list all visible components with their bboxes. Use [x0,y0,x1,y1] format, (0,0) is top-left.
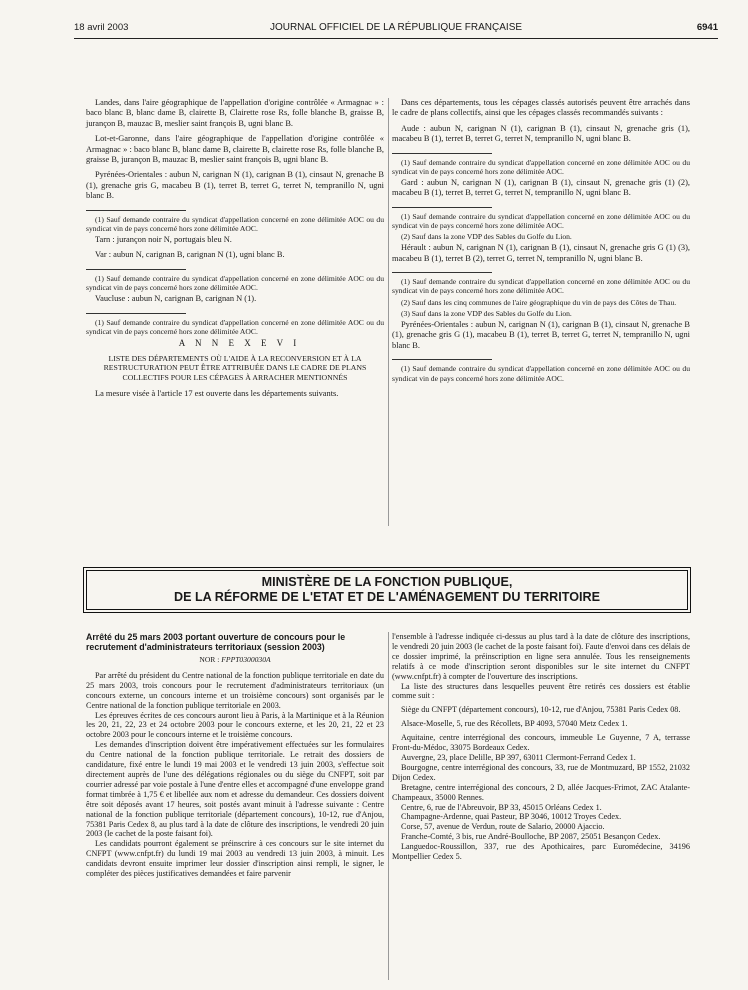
paragraph: Centre, 6, rue de l'Abreuvoir, BP 33, 45015 Orléans Cedex 1. [401,802,602,812]
footnote-rule [86,210,186,211]
footnote-rule [392,359,492,360]
paragraph: La liste des structures dans lesquelles peuvent être retirés ces dossiers est établie comme suit : [392,681,690,701]
paragraph: Bretagne, centre interrégional des concours, 2 D, allée Jacques-Frimot, ZAC Atalante-Champeaux, 35000 Rennes. [392,782,690,802]
paragraph: Franche-Comté, 3 bis, rue André-Boulloche, BP 2087, 25051 Besançon Cedex. [401,832,661,842]
paragraph: Aude : aubun N, carignan N (1), carignan B (1), cinsaut N, grenache gris (1), macabeu B (1), terret B, terret G, terret N, tempranillo N, ugni blanc B. [392,123,690,144]
ministry-line-2: DE LA RÉFORME DE L'ETAT ET DE L'AMÉNAGEMENT DU TERRITOIRE [173,590,600,604]
paragraph: Bourgogne, centre interrégional des concours, 33, rue de Montmuzard, BP 1552, 21032 Dijon Cedex. [392,762,690,782]
nor-reference [86,655,384,665]
footnote-rule [86,269,186,270]
paragraph: Champagne-Ardenne, quai Pasteur, BP 3046, 10012 Troyes Cedex. [401,812,622,822]
footnote-text: (2) Sauf dans la zone VDP des Sables du Golfe du Lion. [401,232,572,242]
annexe-title: LISTE DES DÉPARTEMENTS OÙ L'AIDE À LA RECONVERSION ET À LA RESTRUCTURATION PEUT ÊTRE ATTRIBUÉE DANS LE CADRE DE PLANS COLLECTIFS POUR LES CÉPAGES À ARRACHER MENTIONNÉS [103,353,367,382]
paragraph: Pyrénées-Orientales : aubun N, carignan N (1), carignan B (1), cinsaut N, grenache B (1), grenache gris G, macabeu B (1), terret B, terret G, terret N, tempranillo N, ugni blanc B. [86,170,384,201]
paragraph: Alsace-Moselle, 5, rue des Récollets, BP 4093, 57040 Metz Cedex 1. [401,719,628,729]
column-left-bottom [86,632,384,879]
column-divider-top [388,98,389,526]
paragraph: Pyrénées-Orientales : aubun N, carignan N (1), carignan B (1), cinsaut N, grenache B (1), grenache gris G (1), macabeu B (1), terret B, terret G, terret N, tempranillo N, ugni blanc B. [392,320,690,350]
paragraph: Var : aubun N, carignan B, carignan N (1), ugni blanc B. [95,250,285,260]
paragraph: Landes, dans l'aire géographique de l'appellation d'origine contrôlée « Armagnac » : baco blanc B, blanc dame B, clairette B, Clairette rose Rs, folle blanche B, graisse B, jurançon B, mauzac B, meslier saint françois B, ugni blanc B. [86,98,384,128]
arrete-title: Arrêté du 25 mars 2003 portant ouverture de concours pour le recrutement d'administrateurs territoriaux (session 2003) [86,632,346,652]
column-divider-bottom [388,632,389,980]
footnote-rule [392,153,492,154]
annexe-heading: A N N E X E V I [178,338,301,349]
paragraph: Languedoc-Roussillon, 337, rue des Apothicaires, parc Euromédecine, 34196 Montpellier Cedex 5. [392,842,690,862]
ministry-banner [86,570,688,610]
header-date: 18 avril 2003 [74,22,129,33]
paragraph: Aquitaine, centre interrégional des concours, immeuble Le Guyenne, 7 A, terrasse Front-du-Médoc, 33075 Bordeaux Cedex. [392,733,690,753]
footnote-text: (1) Sauf demande contraire du syndicat d'appellation concerné en zone délimitée AOC ou du syndicat vin de pays concerné hors zone délimitée AOC. [392,277,690,296]
paragraph: La mesure visée à l'article 17 est ouverte dans les départements suivants. [95,389,339,399]
column-left-top [86,98,384,405]
footnote-rule [86,313,186,314]
paragraph: Auvergne, 23, place Delille, BP 397, 63011 Clermont-Ferrand Cedex 1. [401,752,636,762]
paragraph: Siège du CNFPT (département concours), 10-12, rue d'Anjou, 75381 Paris Cedex 08. [401,705,681,715]
footnote-rule [392,272,492,273]
paragraph: Les demandes d'inscription doivent être impérativement effectuées sur les formulaires du Centre national de la fonction publique territoriale. Le retrait des dossiers de candidature, fixé entre le lundi 19 mai 2003 et le vendredi 13 juin 2003, s'effectue soit directement auprès de l'une des délégations régionales ou du siège du CNFPT, soit par courrier adressé par voie postale à l'une d'entre elles et accompagné d'une enveloppe grand format timbrée à 1,75 € et libellée aux nom et adresse du demandeur. Ces dossiers doivent être soit déposés avant 17 heures, soit postés avant minuit à l'adresse suivante : Centre national de la fonction publique territoriale (département concours), 10-12, rue d'Anjou, 75381 Paris Cedex 8, au plus tard à la date de clôture des inscriptions, le vendredi 20 juin 2003 (le cachet de la poste faisant foi). [86,740,384,839]
ministry-line-1: MINISTÈRE DE LA FONCTION PUBLIQUE, [261,575,513,589]
paragraph: Gard : aubun N, carignan N (1), carignan B (1), cinsaut N, grenache gris (1) (2), macabeu B (1), terret B, terret G, terret N, tempranillo N, ugni blanc B. [392,178,690,198]
footnote-text: (1) Sauf demande contraire du syndicat d'appellation concerné en zone délimitée AOC ou du syndicat vin de pays concerné hors zone délimitée AOC. [86,317,384,336]
paragraph: Dans ces départements, tous les cépages classés autorisés peuvent être arrachés dans le cadre de plans collectifs, ainsi que les cépages classés recommandés suivants : [392,98,690,118]
footnote-text: (1) Sauf demande contraire du syndicat d'appellation concerné en zone délimitée AOC ou du syndicat vin de pays concerné hors zone délimitée AOC. [86,273,384,293]
footnote-rule [392,207,492,208]
paragraph: l'ensemble à l'adresse indiquée ci-dessus au plus tard à la date de clôture des inscriptions, le vendredi 20 juin 2003 (le cachet de la poste faisant foi). Faute d'envoi dans ces délais de ce dossier imprimé, la préinscription en ligne sera annulée. Tous les renseignements relatifs à ce mode d'inscription seront disponibles sur le site internet du CNFPT (www.cnfpt.fr) à compter de l'ouverture des inscriptions. [392,632,690,681]
footnote-text: (1) Sauf demande contraire du syndicat d'appellation concerné en zone délimitée AOC ou du syndicat vin de pays concerné hors zone délimitée AOC. [392,211,690,231]
footnote-text: (1) Sauf demande contraire du syndicat d'appellation concerné en zone délimitée AOC ou du syndicat vin de pays concerné hors zone délimitée AOC. [392,157,690,176]
paragraph: Corse, 57, avenue de Verdun, route de Salario, 20000 Ajaccio. [401,822,605,832]
paragraph: Par arrêté du président du Centre national de la fonction publique territoriale en date du 25 mars 2003, trois concours pour le recrutement d'administrateurs territoriaux (un concours externe, un concours interne et un troisième concours) sont organisés par le Centre national de la fonction publique territoriale en 2003. [86,670,384,710]
footnote-text: (3) Sauf dans la zone VDP des Sables du Golfe du Lion. [401,308,572,318]
header-page-number: 6941 [696,22,718,33]
header-rule [74,38,718,39]
arrete-body-left [86,671,384,879]
paragraph: Vaucluse : aubun N, carignan B, carignan N (1). [95,294,257,304]
footnote-text: (2) Sauf dans les cinq communes de l'aire géographique du vin de pays des Côtes de Thau. [401,297,677,307]
column-right-top [392,98,690,385]
header-journal-title: JOURNAL OFFICIEL DE LA RÉPUBLIQUE FRANÇAISE [269,22,523,33]
paragraph: Lot-et-Garonne, dans l'aire géographique de l'appellation d'origine contrôlée « Armagnac » : baco blanc B, blanc dame B, clairette B, clairette rose Rs, folle blanche B, graisse B, jurançon B, mauzac B, meslier saint françois B, ugni blanc B. [86,134,384,165]
paragraph: Les épreuves écrites de ces concours auront lieu à Paris, à la Martinique et à la Réunion les 20, 21, 22, 23 et 24 octobre 2003 pour le concours externe, et les 20, 21, 22 et 23 octobre 2003 pour le concours interne et le troisième concours. [86,710,384,740]
paragraph: Tarn : jurançon noir N, portugais bleu N. [95,235,232,245]
page-header [74,22,718,38]
paragraph: Hérault : aubun N, carignan N (1), carignan B (1), cinsaut N, grenache gris G (1) (3), macabeu B (1), terret B (2), terret G, terret N, tempranillo N, ugni blanc B. [392,243,690,263]
paragraph: Les candidats pourront également se préinscrire à ces concours sur le site internet du CNFPT (www.cnfpt.fr) du lundi 19 mai 2003 au vendredi 13 juin 2003, à minuit. Les candidats devront ensuite imprimer leur dossier d'inscription ainsi rempli, le signer, le compléter des pièces justificatives demandées et faire parvenir [86,839,384,879]
nor-label: NOR : [199,655,220,664]
nor-code: FPPT0300030A [221,655,271,664]
footnote-text: (1) Sauf demande contraire du syndicat d'appellation concerné en zone délimitée AOC ou du syndicat vin de pays concerné hors zone délimitée AOC. [86,214,384,233]
column-right-bottom [392,632,690,862]
footnote-text: (1) Sauf demande contraire du syndicat d'appellation concerné en zone délimitée AOC ou du syndicat vin de pays concerné hors zone délimitée AOC. [392,364,690,383]
